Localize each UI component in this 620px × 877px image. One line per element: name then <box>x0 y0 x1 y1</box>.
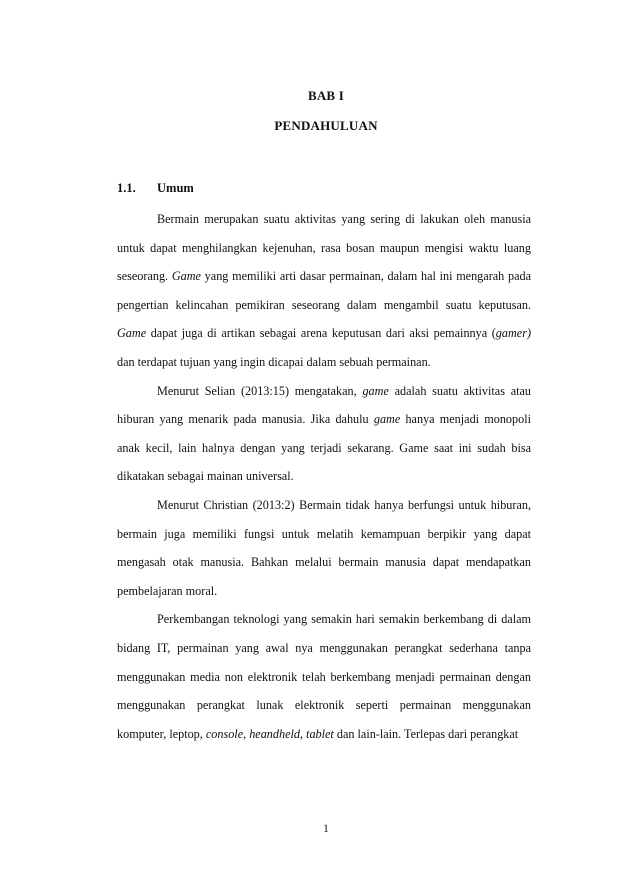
italic-text: gamer) <box>495 326 531 341</box>
paragraph <box>117 205 531 377</box>
section-number: 1.1. <box>117 181 136 195</box>
paragraph <box>117 491 531 605</box>
italic-text: Game <box>171 269 201 284</box>
italic-text: game <box>362 383 389 398</box>
text-run: Menurut Selian (2013:15) mengatakan, <box>157 383 363 398</box>
paragraph <box>117 377 531 491</box>
paragraph <box>117 605 531 748</box>
italic-text: console, heandheld, tablet <box>205 726 334 741</box>
text-run: dan lain-lain. Terlepas dari perangkat <box>333 726 519 741</box>
body-text <box>117 205 531 748</box>
italic-text: game <box>373 412 401 427</box>
section-title: Umum <box>157 181 194 195</box>
text-run: dapat juga di artikan sebagai arena keputusan dari aksi pemainnya ( <box>146 326 496 341</box>
page-number: 1 <box>323 823 329 835</box>
text-run: hanya menjadi monopoli anak kecil, lain halnya dengan yang terjadi sekarang. Game saat ini sudah bisa dikatakan sebagai mainan universal. <box>117 412 531 484</box>
text-run: dan terdapat tujuan yang ingin dicapai dalam sebuah permainan. <box>117 354 431 369</box>
text-run: Perkembangan teknologi yang semakin hari semakin berkembang di dalam bidang IT, permainan yang awal nya menggunakan perangkat sederhana tanpa menggunakan media non elektronik telah berkembang menjadi permainan dengan menggunakan perangkat lunak elektronik seperti permainan menggunakan komputer, leptop, <box>117 612 531 741</box>
section-heading <box>117 181 194 196</box>
text-run: adalah suatu aktivitas atau hiburan yang menarik pada manusia. Jika dahulu <box>117 383 531 427</box>
italic-text: Game <box>117 326 147 341</box>
chapter-number: BAB I <box>307 88 345 103</box>
text-run: yang memiliki arti dasar permainan, dalam hal ini mengarah pada pengertian kelincahan pemikiran seseorang dalam mengambil suatu keputusan. <box>117 269 531 312</box>
text-run: Menurut Christian (2013:2) Bermain tidak hanya berfungsi untuk hiburan, bermain juga memiliki fungsi untuk melatih kemampuan berpikir yang dapat mengasah otak manusia. Bahkan melalui bermain manusia dapat mendapatkan pembelajaran moral. <box>117 497 531 598</box>
chapter-title: PENDAHULUAN <box>274 118 378 133</box>
text-run: Bermain merupakan suatu aktivitas yang sering di lakukan oleh manusia untuk dapat menghilangkan kejenuhan, rasa bosan maupun mengisi waktu luang seseorang. <box>117 212 531 284</box>
